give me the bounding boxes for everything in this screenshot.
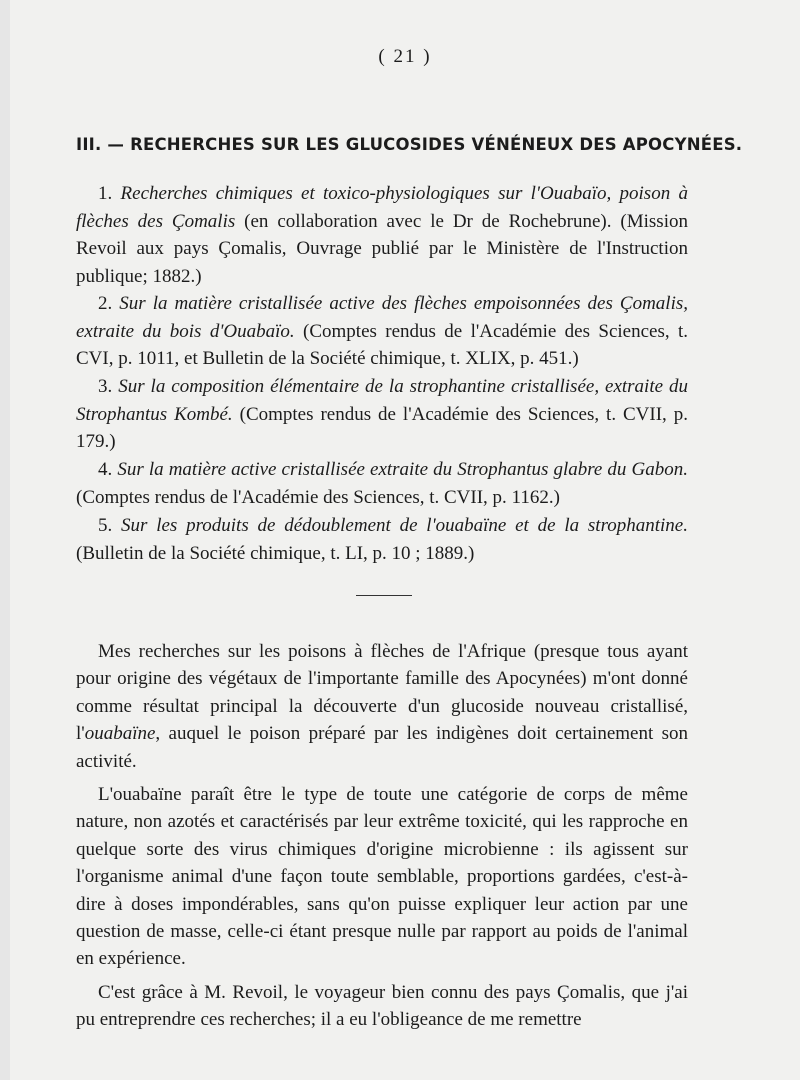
separator-rule [356,595,412,596]
entry-number: 5. [98,515,113,536]
entry-number: 4. [98,459,113,480]
paragraph: Mes recherches sur les poisons à flèches de l'Afrique (presque tous ayant pour origine des végétaux de l'importante famille des Apocynées) m'ont donné comme résultat principal la découverte d'un glucoside nouveau cristallisé, l'ouabaïne, auquel le poison préparé par les indigènes doit certainement son activité. [76,641,688,772]
bibliography-entry [76,373,688,456]
entry-title: Sur les produits de dédoublement de l'ouabaïne et de la strophantine. [121,515,688,536]
entry-title: Sur la matière active cristallisée extraite du Strophantus glabre du Gabon. [117,459,688,480]
paragraph: L'ouabaïne paraît être le type de toute une catégorie de corps de même nature, non azotés et caractérisés par leur extrême toxicité, qui les rapproche en quelque sorte des virus chimiques d'origine microbienne : ils agissent sur l'organisme animal d'une façon toute semblable, proportions gardées, c'est-à-dire à doses impondérables, sans qu'on puisse expliquer leur action par une question de masse, celle-ci étant presque nulle par rapport au poids de l'animal en expérience. [76,784,688,970]
entry-number: 1. [98,183,113,204]
entry-citation: (en collaboration avec le Dr de Rochebrune). (Mission Revoil aux pays Çomalis, Ouvrage publié par le Ministère de l'Instruction publique; 1882.) [76,210,688,287]
entry-title: Recherches chimiques et toxico-physiologiques sur l'Ouabaïo, poison à flèches des Çomalis [76,183,688,232]
entry-citation: (Bulletin de la Société chimique, t. LI, p. 10 ; 1889.) [76,542,475,564]
entry-title: Sur la composition élémentaire de la strophantine cristallisée, extraite du Strophantus Kombé. [76,376,688,425]
bibliography-entry [76,456,688,511]
page-number: ( 21 ) [378,46,432,67]
paragraph: C'est grâce à M. Revoil, le voyageur bien connu des pays Çomalis, que j'ai pu entreprendre ces recherches; il a eu l'obligeance de me remettre [76,981,688,1031]
entry-citation: (Comptes rendus de l'Académie des Sciences, t. CVII, p. 1162.) [76,486,560,508]
body-text [76,638,688,1040]
bibliography-entry [76,512,688,567]
document-page [10,0,800,1080]
bibliography-entry [76,180,688,290]
entry-number: 2. [98,293,113,314]
entry-citation: (Comptes rendus de l'Académie des Sciences, t. CVI, p. 1011, et Bulletin de la Société chimique, t. XLIX, p. 451.) [76,320,688,369]
entry-title: Sur la matière cristallisée active des flèches empoisonnées des Çomalis, extraite du bois d'Ouabaïo. [76,293,689,342]
italic-term: ouabaïne [84,723,156,745]
entry-number: 3. [98,376,113,397]
section-heading: III. — RECHERCHES SUR LES GLUCOSIDES VÉNÉNEUX DES APOCYNÉES. [76,135,743,154]
bibliography-entry [76,290,688,373]
entry-citation: (Comptes rendus de l'Académie des Sciences, t. CVII, p. 179.) [76,403,689,452]
